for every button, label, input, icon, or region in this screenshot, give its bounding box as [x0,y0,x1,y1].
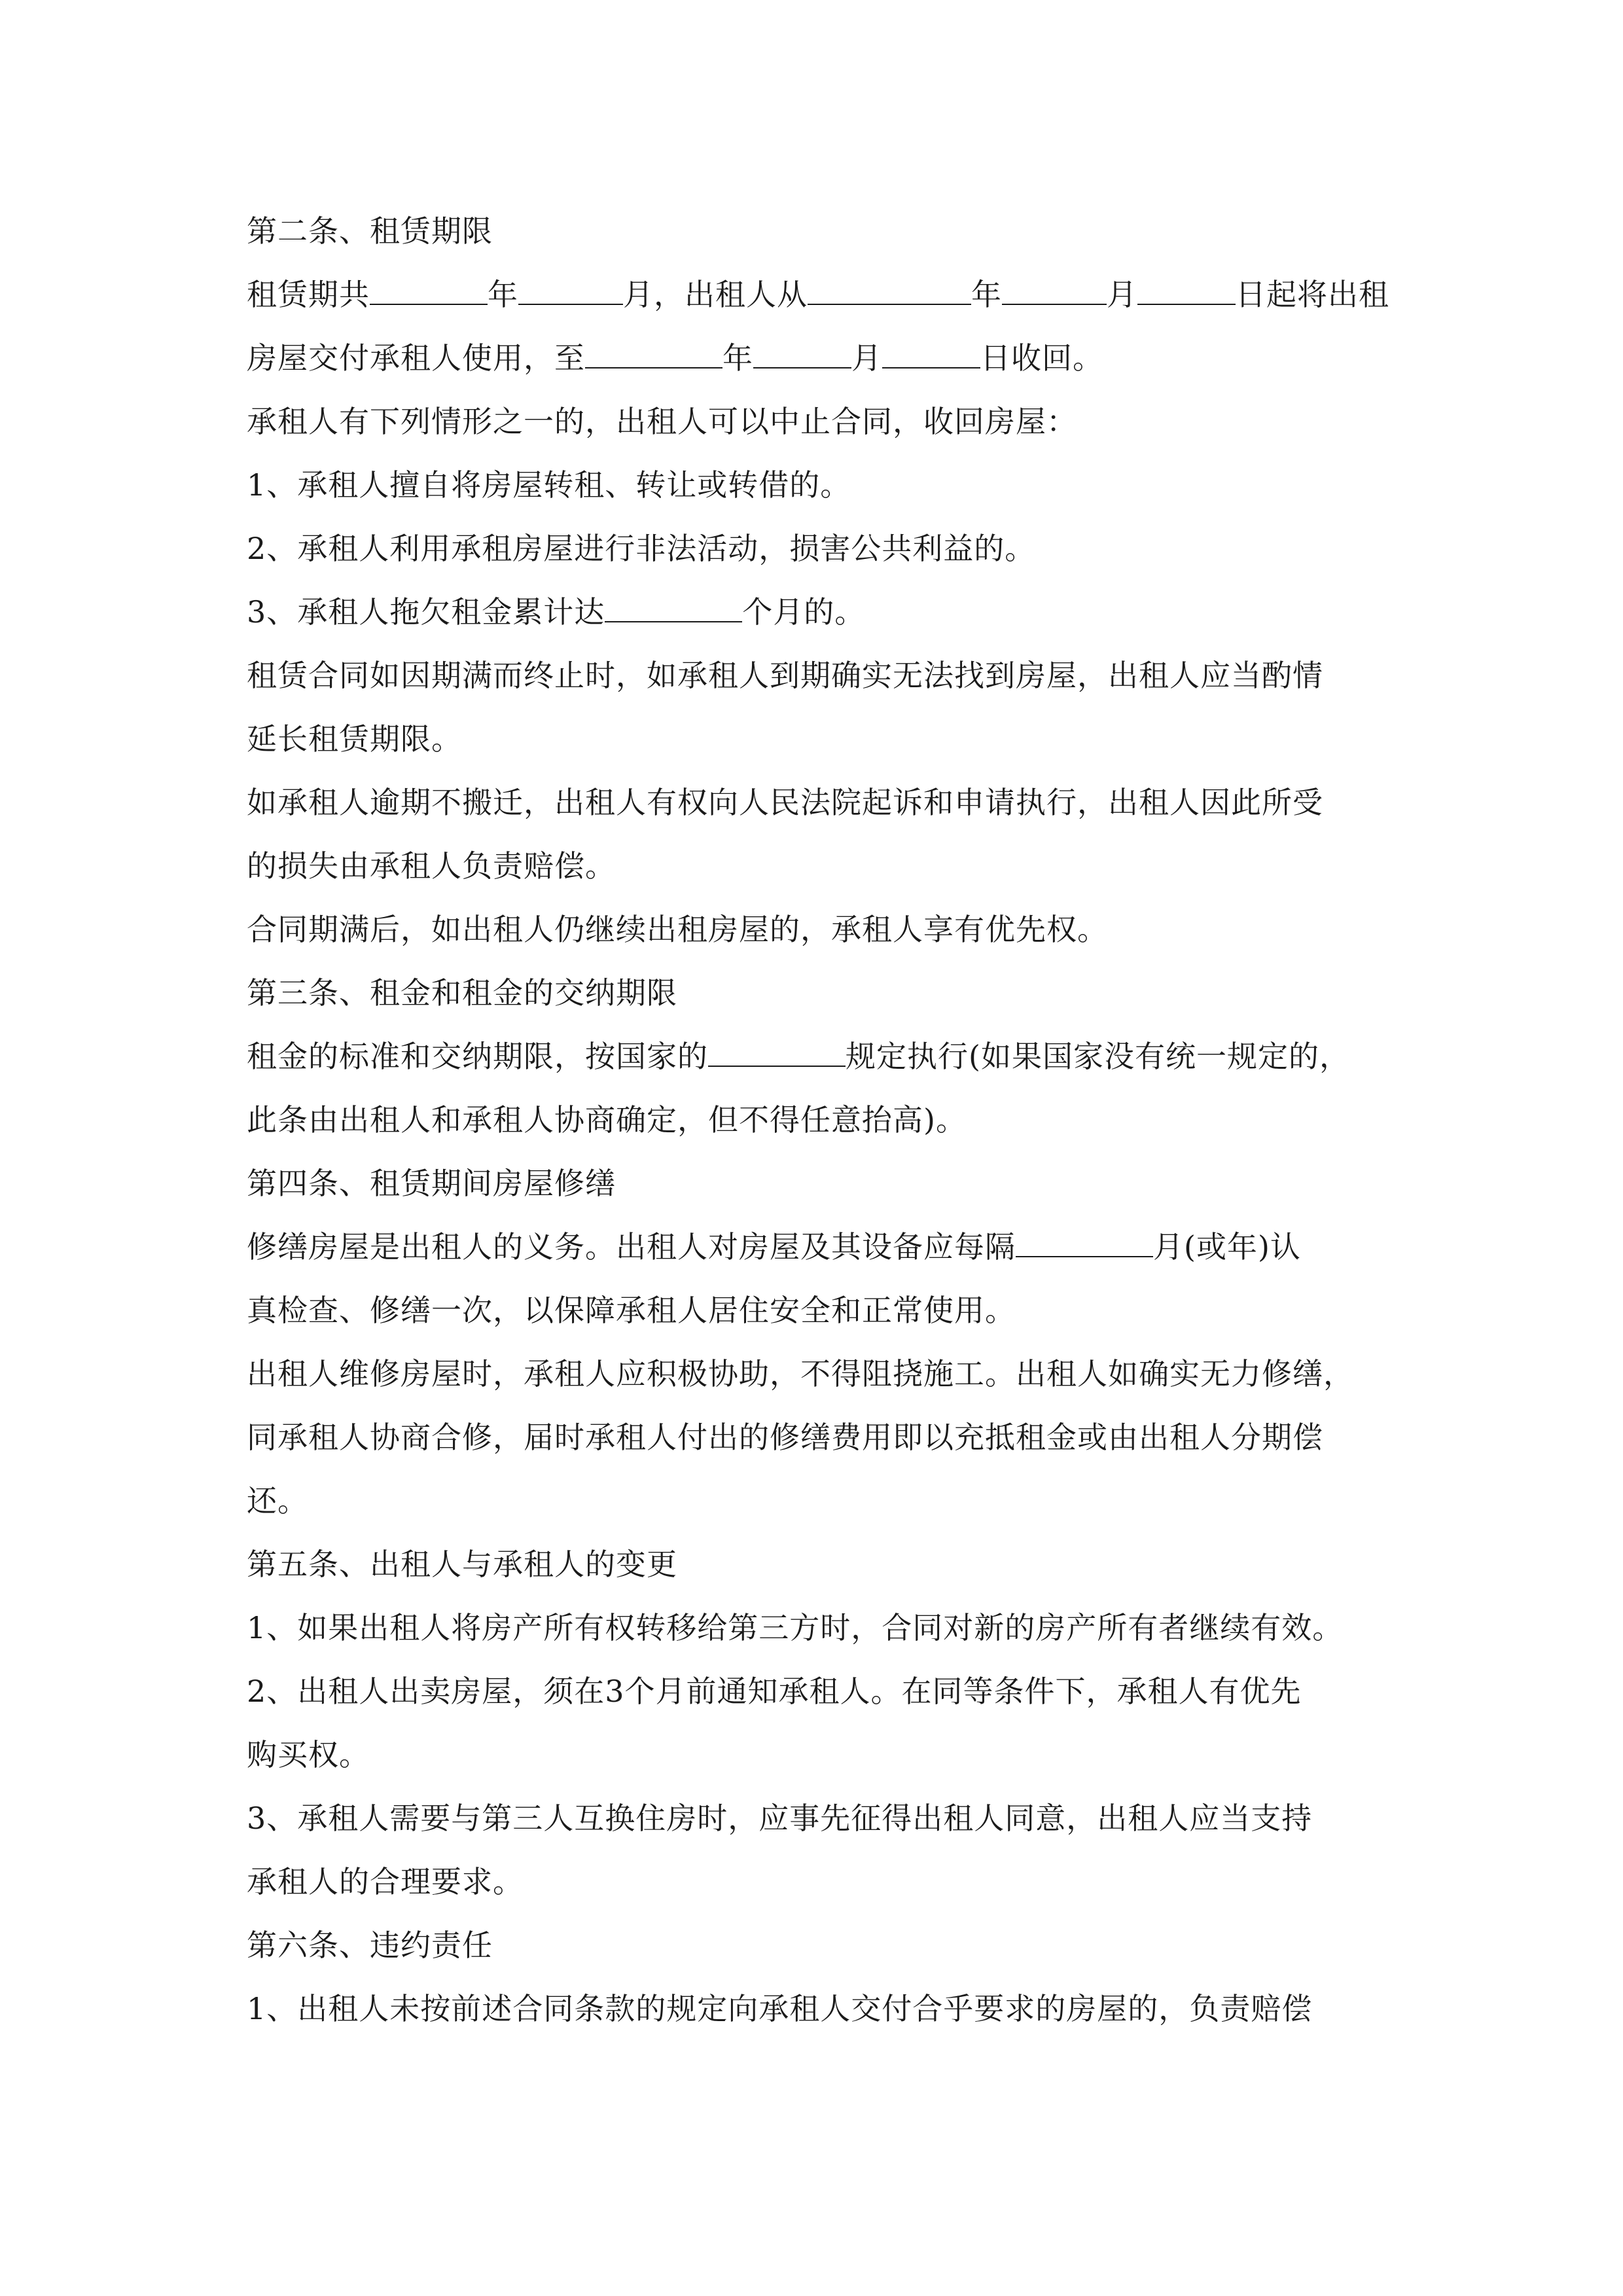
paragraph-line: 的损失由承租人负责赔偿。 [247,848,616,884]
paragraph-line: 真检查、修缮一次，以保障承租人居住安全和正常使用。 [247,1293,1016,1328]
list-item: 2、出租人出卖房屋，须在3个月前通知承租人。在同等条件下，承租人有优先 [247,1674,1302,1709]
text-segment: 租赁期共 [247,277,370,312]
list-item [247,581,1385,644]
text-segment: 月(或年)认 [1153,1229,1301,1265]
paragraph-line: 出租人维修房屋时，承租人应积极协助，不得阻挠施工。出租人如确实无力修缮， [247,1356,1354,1391]
section-heading-6: 第六条、违约责任 [247,1928,493,1963]
document-body [247,200,1389,2041]
list-item: 2、承租人利用承租房屋进行非法活动，损害公共利益的。 [247,531,1036,566]
list-item: 1、承租人擅自将房屋转租、转让或转借的。 [247,467,851,503]
section-heading-2: 第二条、租赁期限 [247,213,493,249]
list-item: 3、承租人需要与第三人互换住房时，应事先征得出租人同意，出租人应当支持 [247,1801,1313,1836]
paragraph-line [247,1215,1385,1279]
list-item: 1、出租人未按前述合同条款的规定向承租人交付合乎要求的房屋的，负责赔偿 [247,1991,1313,2026]
text-segment: 年 [488,277,518,312]
text-segment: 月 [1107,277,1137,312]
fill-blank[interactable] [1016,1230,1153,1257]
paragraph-line: 租赁合同如因期满而终止时，如承租人到期确实无法找到房屋，出租人应当酌情 [247,658,1323,693]
fill-blank[interactable] [808,278,971,305]
text-segment: 规定执行(如果国家没有统一规定的， [846,1039,1350,1074]
fill-blank[interactable] [1002,278,1107,305]
text-segment: 房屋交付承租人使用，至 [247,340,585,376]
section-heading-3: 第三条、租金和租金的交纳期限 [247,975,677,1011]
text-segment: 个月的。 [742,594,866,630]
paragraph-line: 合同期满后，如出租人仍继续出租房屋的，承租人享有优先权。 [247,912,1108,947]
paragraph-line: 延长租赁期限。 [247,721,462,757]
text-segment: 修缮房屋是出租人的义务。出租人对房屋及其设备应每隔 [247,1229,1016,1265]
text-segment: 日起将出租 [1236,277,1389,312]
paragraph-line [247,1025,1385,1088]
paragraph-line: 同承租人协商合修，届时承租人付出的修缮费用即以充抵租金或由出租人分期偿 [247,1420,1323,1455]
text-segment: 月 [851,340,882,376]
text-segment: 租金的标准和交纳期限，按国家的 [247,1039,708,1074]
fill-blank[interactable] [882,341,980,368]
fill-blank[interactable] [585,341,722,368]
fill-blank[interactable] [708,1039,846,1067]
fill-blank[interactable] [370,278,488,305]
text-segment: 日收回。 [980,340,1103,376]
paragraph-line: 还。 [247,1483,308,1518]
list-item: 1、如果出租人将房产所有权转移给第三方时，合同对新的房产所有者继续有效。 [247,1610,1344,1645]
section-heading-5: 第五条、出租人与承租人的变更 [247,1547,677,1582]
list-item: 购买权。 [247,1737,370,1772]
text-segment: 月，出租人从 [623,277,808,312]
text-segment: 年 [971,277,1002,312]
paragraph-line: 如承租人逾期不搬迁，出租人有权向人民法院起诉和申请执行，出租人因此所受 [247,785,1323,820]
fill-blank[interactable] [605,595,742,622]
text-segment: 年 [722,340,753,376]
paragraph-line [247,327,1385,390]
fill-blank[interactable] [753,341,851,368]
list-item: 承租人的合理要求。 [247,1864,524,1899]
fill-blank[interactable] [1137,278,1236,305]
paragraph-line [247,263,1389,327]
fill-blank[interactable] [518,278,623,305]
section-heading-4: 第四条、租赁期间房屋修缮 [247,1166,616,1201]
paragraph-line: 承租人有下列情形之一的，出租人可以中止合同，收回房屋： [247,404,1077,439]
text-segment: 3、承租人拖欠租金累计达 [247,594,605,630]
paragraph-line: 此条由出租人和承租人协商确定，但不得任意抬高)。 [247,1102,967,1138]
